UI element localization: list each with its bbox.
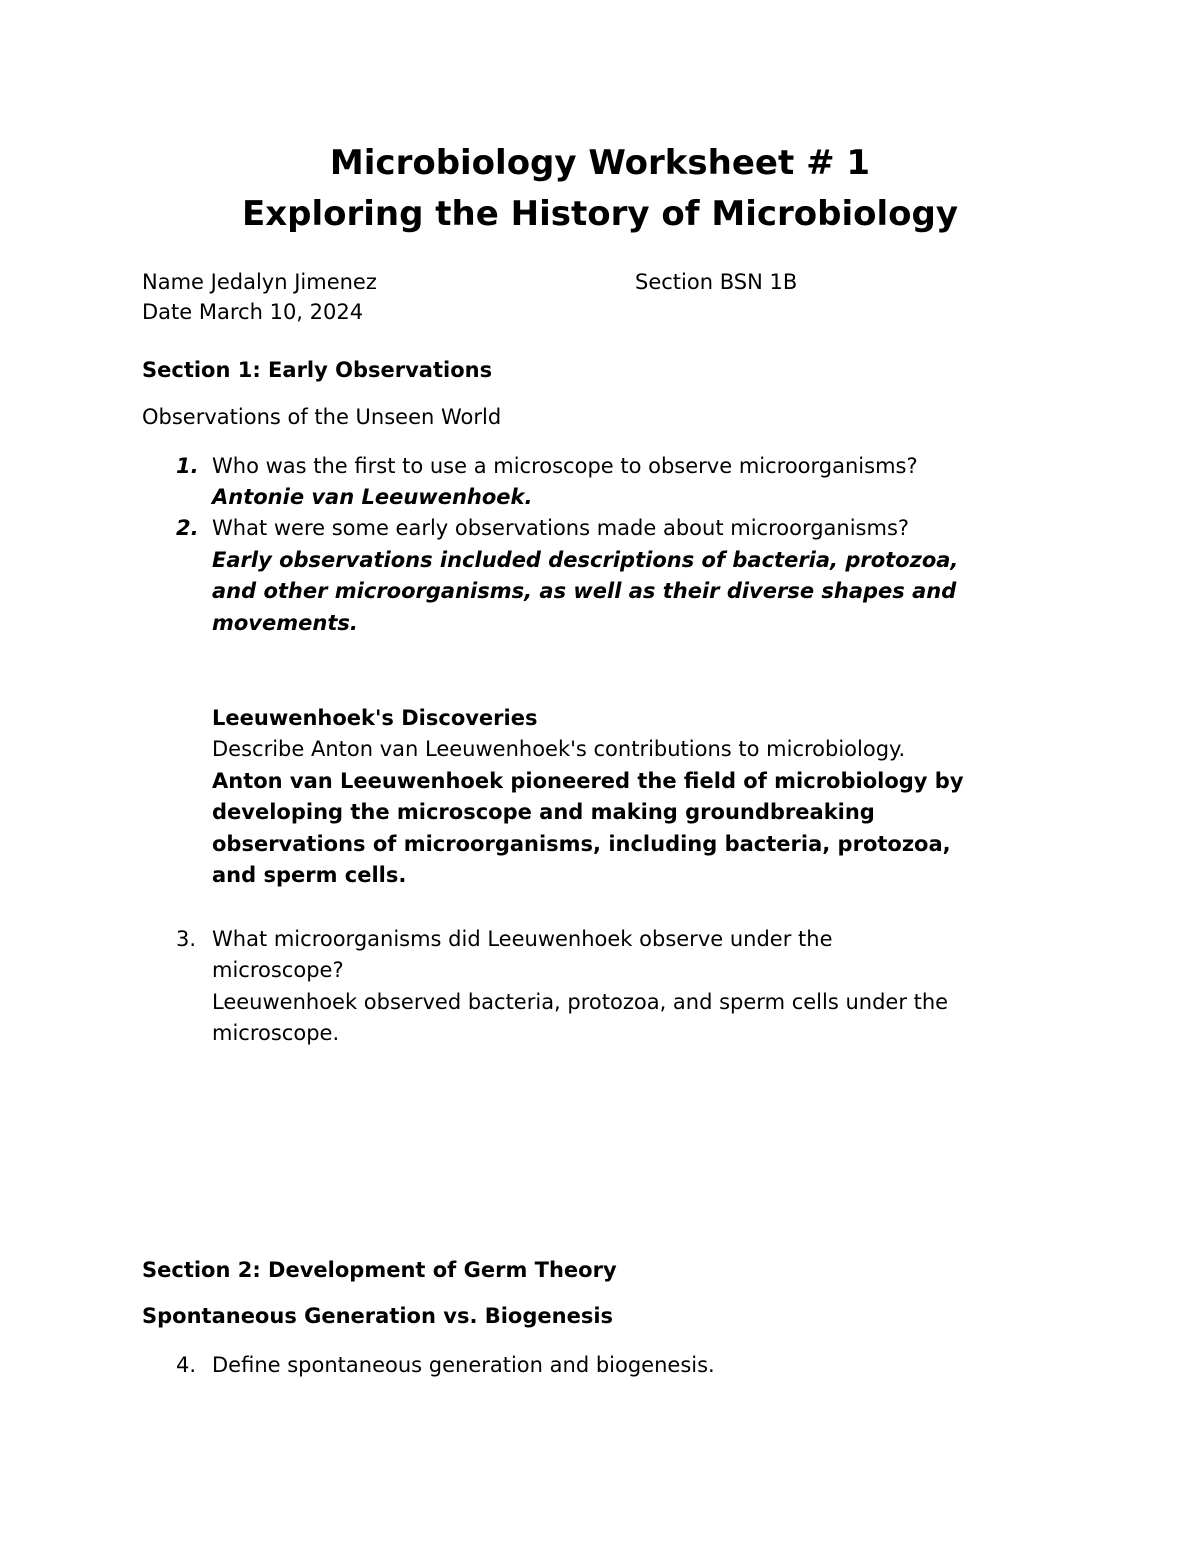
q4-number: 4.	[176, 1353, 197, 1377]
discoveries-heading: Leeuwenhoek's Discoveries	[212, 706, 538, 730]
date-label: Date	[142, 300, 193, 324]
name-row	[142, 268, 377, 296]
date-value: March 10, 2024	[198, 300, 364, 324]
q1-question: Who was the first to use a microscope to observe microorganisms?	[212, 454, 918, 478]
discoveries-answer-line: Anton van Leeuwenhoek pioneered the field of microbiology by	[212, 769, 964, 793]
q2-number: 2.	[176, 516, 199, 540]
q3-answer-line: microscope.	[212, 1021, 340, 1045]
q3-number: 3.	[176, 927, 197, 951]
q3-answer-line: Leeuwenhoek observed bacteria, protozoa, and sperm cells under the	[212, 990, 949, 1014]
section-label: Section	[635, 270, 714, 294]
q2-answer-line: movements.	[212, 611, 358, 635]
name-value: Jedalyn Jimenez	[210, 270, 377, 294]
q1-number: 1.	[176, 454, 199, 478]
q1-answer: Antonie van Leeuwenhoek.	[212, 485, 533, 509]
q2-question: What were some early observations made about microorganisms?	[212, 516, 910, 540]
discoveries-answer-line: observations of microorganisms, including bacteria, protozoa,	[212, 832, 951, 856]
date-row	[142, 298, 363, 326]
q4-question: Define spontaneous generation and biogenesis.	[212, 1353, 715, 1377]
section2-subheading: Spontaneous Generation vs. Biogenesis	[142, 1304, 614, 1328]
discoveries-answer-line: and sperm cells.	[212, 863, 407, 887]
discoveries-prompt: Describe Anton van Leeuwenhoek's contributions to microbiology.	[212, 737, 906, 761]
section1-heading: Section 1: Early Observations	[142, 358, 493, 382]
q2-answer-line: Early observations included descriptions of bacteria, protozoa,	[212, 548, 959, 572]
q2-answer-line: and other microorganisms, as well as their diverse shapes and	[212, 579, 957, 603]
section-row	[635, 268, 797, 296]
q3-question-line: microscope?	[212, 958, 344, 982]
section1-subheading: Observations of the Unseen World	[142, 405, 502, 429]
name-label: Name	[142, 270, 204, 294]
section-value: BSN 1B	[719, 270, 798, 294]
section2-heading: Section 2: Development of Germ Theory	[142, 1258, 617, 1282]
worksheet-subtitle: Exploring the History of Microbiology	[241, 194, 958, 234]
q3-question-line: What microorganisms did Leeuwenhoek observe under the	[212, 927, 833, 951]
discoveries-answer-line: developing the microscope and making groundbreaking	[212, 800, 875, 824]
worksheet-title: Microbiology Worksheet # 1	[329, 143, 871, 183]
